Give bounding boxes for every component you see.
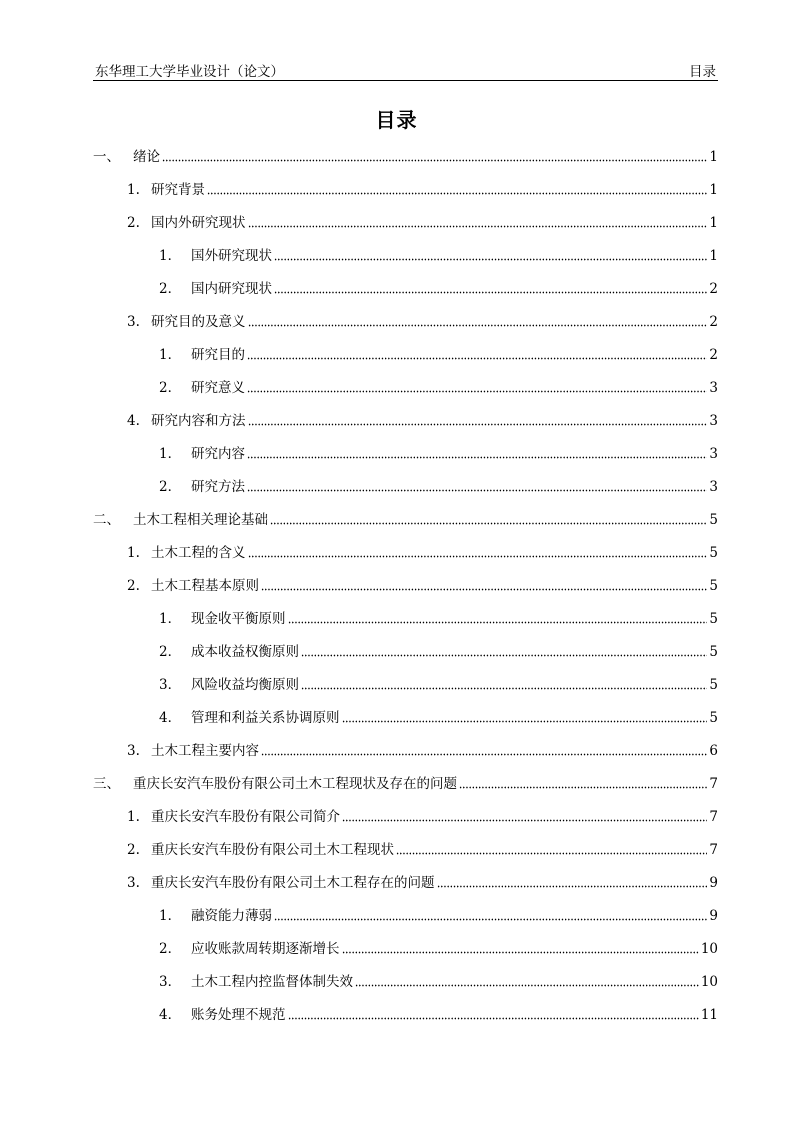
toc-entry-page: 1 <box>709 149 718 165</box>
toc-entry-page: 2 <box>709 347 718 363</box>
toc-entry-page: 11 <box>700 1007 718 1023</box>
toc-entry-page: 2 <box>709 281 718 297</box>
toc-entry-page: 3 <box>709 446 718 462</box>
toc-entry-page: 5 <box>709 512 718 528</box>
dot-leader <box>247 489 707 492</box>
toc-entry-page: 10 <box>700 974 718 990</box>
header-thesis-title: 东华理工大学毕业设计（论文） <box>95 64 284 80</box>
toc-entry-page: 7 <box>709 809 718 825</box>
toc-entry-page: 10 <box>700 941 718 957</box>
dot-leader <box>274 918 707 921</box>
toc-entry-page: 5 <box>709 611 718 627</box>
toc-entry-page: 9 <box>709 875 718 891</box>
toc-entry-subsection-1-2-1[interactable] <box>159 246 718 266</box>
toc-entry-label: 土木工程的含义 <box>151 545 246 561</box>
toc-entry-label: 研究内容 <box>191 446 245 462</box>
toc-entry-page: 5 <box>709 644 718 660</box>
toc-entry-label: 研究意义 <box>191 380 245 396</box>
toc-entry-number: 4. <box>127 413 140 429</box>
dot-leader <box>396 852 707 855</box>
toc-entry-label: 土木工程内控监督体制失效 <box>191 974 353 990</box>
toc-entry-number: 2． <box>159 941 182 957</box>
toc-entry-number: 4． <box>159 710 182 726</box>
page-header <box>93 60 718 81</box>
toc-entry-subsection-2-2-1[interactable] <box>159 609 718 629</box>
dot-leader <box>247 390 707 393</box>
dot-leader <box>261 753 707 756</box>
toc-entry-label: 研究方法 <box>191 479 245 495</box>
toc-entry-number: 3. <box>127 875 140 891</box>
toc-entry-chapter-3[interactable] <box>93 774 718 794</box>
toc-entry-section-3-1[interactable] <box>127 807 718 827</box>
toc-entry-number: 2. <box>127 215 140 231</box>
toc-entry-page: 1 <box>709 248 718 264</box>
toc-entry-page: 5 <box>709 710 718 726</box>
toc-entry-section-1-1[interactable] <box>127 180 718 200</box>
dot-leader <box>247 357 707 360</box>
toc-entry-label: 重庆长安汽车股份有限公司简介 <box>151 809 340 825</box>
dot-leader <box>247 456 707 459</box>
toc-entry-number: 2． <box>159 281 182 297</box>
dot-leader <box>162 159 707 162</box>
toc-entry-label: 国外研究现状 <box>191 248 272 264</box>
dot-leader <box>288 1017 699 1020</box>
toc-entry-number: 3. <box>127 743 140 759</box>
dot-leader <box>342 819 707 822</box>
toc-entry-page: 7 <box>709 776 718 792</box>
toc-entry-number: 1． <box>159 248 182 264</box>
dot-leader <box>248 225 708 228</box>
toc-entry-label: 重庆长安汽车股份有限公司土木工程存在的问题 <box>151 875 435 891</box>
toc-entry-label: 土木工程主要内容 <box>151 743 259 759</box>
dot-leader <box>342 951 699 954</box>
dot-leader <box>248 555 708 558</box>
toc-entry-number: 3. <box>127 314 140 330</box>
toc-entry-number: 1． <box>159 446 182 462</box>
toc-entry-page: 1 <box>709 182 718 198</box>
toc-entry-label: 现金收平衡原则 <box>191 611 286 627</box>
toc-entry-label: 土木工程基本原则 <box>151 578 259 594</box>
toc-entry-label: 成本收益权衡原则 <box>191 644 299 660</box>
toc-entry-subsection-1-4-1[interactable] <box>159 444 718 464</box>
toc-entry-number: 3． <box>159 974 182 990</box>
toc-entry-number: 三、 <box>93 776 120 792</box>
toc-entry-label: 风险收益均衡原则 <box>191 677 299 693</box>
toc-entry-page: 6 <box>709 743 718 759</box>
toc-entry-chapter-1[interactable] <box>93 147 718 167</box>
toc-entry-subsection-1-3-1[interactable] <box>159 345 718 365</box>
toc-entry-subsection-2-2-4[interactable] <box>159 708 718 728</box>
toc-entry-label: 重庆长安汽车股份有限公司土木工程现状 <box>151 842 394 858</box>
toc-entry-number: 2. <box>127 842 140 858</box>
toc-entry-section-3-3[interactable] <box>127 873 718 893</box>
header-section-name: 目录 <box>689 64 716 80</box>
toc-entry-number: 一、 <box>93 149 120 165</box>
toc-entry-number: 1. <box>127 182 140 198</box>
toc-entry-page: 3 <box>709 380 718 396</box>
toc-entry-page: 3 <box>709 413 718 429</box>
dot-leader <box>207 192 707 195</box>
toc-entry-subsection-1-2-2[interactable] <box>159 279 718 299</box>
toc-entry-number: 1. <box>127 809 140 825</box>
dot-leader <box>342 720 708 723</box>
toc-entry-label: 账务处理不规范 <box>191 1007 286 1023</box>
toc-title: 目录 <box>375 108 418 132</box>
toc-entry-section-2-1[interactable] <box>127 543 718 563</box>
dot-leader <box>248 423 708 426</box>
toc-entry-subsection-3-3-3[interactable] <box>159 972 718 992</box>
toc-entry-label: 融资能力薄弱 <box>191 908 272 924</box>
toc-entry-page: 2 <box>709 314 718 330</box>
toc-entry-section-1-4[interactable] <box>127 411 718 431</box>
toc-entry-page: 7 <box>709 842 718 858</box>
dot-leader <box>270 522 707 525</box>
toc-entry-subsection-2-2-3[interactable] <box>159 675 718 695</box>
toc-entry-label: 研究目的 <box>191 347 245 363</box>
toc-entry-page: 3 <box>709 479 718 495</box>
toc-entry-subsection-3-3-2[interactable] <box>159 939 718 959</box>
dot-leader <box>261 588 707 591</box>
toc-entry-section-3-2[interactable] <box>127 840 718 860</box>
toc-entry-section-2-2[interactable] <box>127 576 718 596</box>
toc-entry-page: 9 <box>709 908 718 924</box>
toc-entry-page: 5 <box>709 545 718 561</box>
toc-entry-section-1-3[interactable] <box>127 312 718 332</box>
toc-entry-number: 1． <box>159 908 182 924</box>
toc-entry-number: 3． <box>159 677 182 693</box>
toc-entry-label: 研究背景 <box>151 182 205 198</box>
toc-entry-label: 国内外研究现状 <box>151 215 246 231</box>
toc-entry-label: 重庆长安汽车股份有限公司土木工程现状及存在的问题 <box>133 776 457 792</box>
dot-leader <box>301 687 707 690</box>
dot-leader <box>459 786 707 789</box>
toc-entry-number: 2． <box>159 479 182 495</box>
toc-entry-subsection-3-3-4[interactable] <box>159 1005 718 1025</box>
toc-entry-label: 应收账款周转期逐渐增长 <box>191 941 340 957</box>
dot-leader <box>288 621 708 624</box>
toc-entry-chapter-2[interactable] <box>93 510 718 530</box>
dot-leader <box>274 291 707 294</box>
dot-leader <box>355 984 699 987</box>
toc-entry-number: 二、 <box>93 512 120 528</box>
toc-entry-page: 5 <box>709 677 718 693</box>
toc-entry-number: 2． <box>159 380 182 396</box>
toc-entry-label: 研究内容和方法 <box>151 413 246 429</box>
toc-entry-number: 1. <box>127 545 140 561</box>
toc-entry-subsection-1-4-2[interactable] <box>159 477 718 497</box>
toc-entry-label: 土木工程相关理论基础 <box>133 512 268 528</box>
toc-entry-subsection-2-2-2[interactable] <box>159 642 718 662</box>
toc-entry-label: 研究目的及意义 <box>151 314 246 330</box>
toc-entry-section-1-2[interactable] <box>127 213 718 233</box>
toc-entry-label: 绪论 <box>133 149 160 165</box>
toc-entry-page: 5 <box>709 578 718 594</box>
toc-entry-page: 1 <box>709 215 718 231</box>
toc-entry-section-2-3[interactable] <box>127 741 718 761</box>
toc-entry-number: 2． <box>159 644 182 660</box>
dot-leader <box>437 885 708 888</box>
toc-entry-number: 2. <box>127 578 140 594</box>
toc-entry-number: 4． <box>159 1007 182 1023</box>
toc-entry-subsection-1-3-2[interactable] <box>159 378 718 398</box>
toc-entry-number: 1． <box>159 347 182 363</box>
toc-entry-subsection-3-3-1[interactable] <box>159 906 718 926</box>
dot-leader <box>301 654 707 657</box>
toc-entry-label: 国内研究现状 <box>191 281 272 297</box>
toc-entry-number: 1． <box>159 611 182 627</box>
dot-leader <box>248 324 708 327</box>
toc-entry-label: 管理和利益关系协调原则 <box>191 710 340 726</box>
dot-leader <box>274 258 707 261</box>
